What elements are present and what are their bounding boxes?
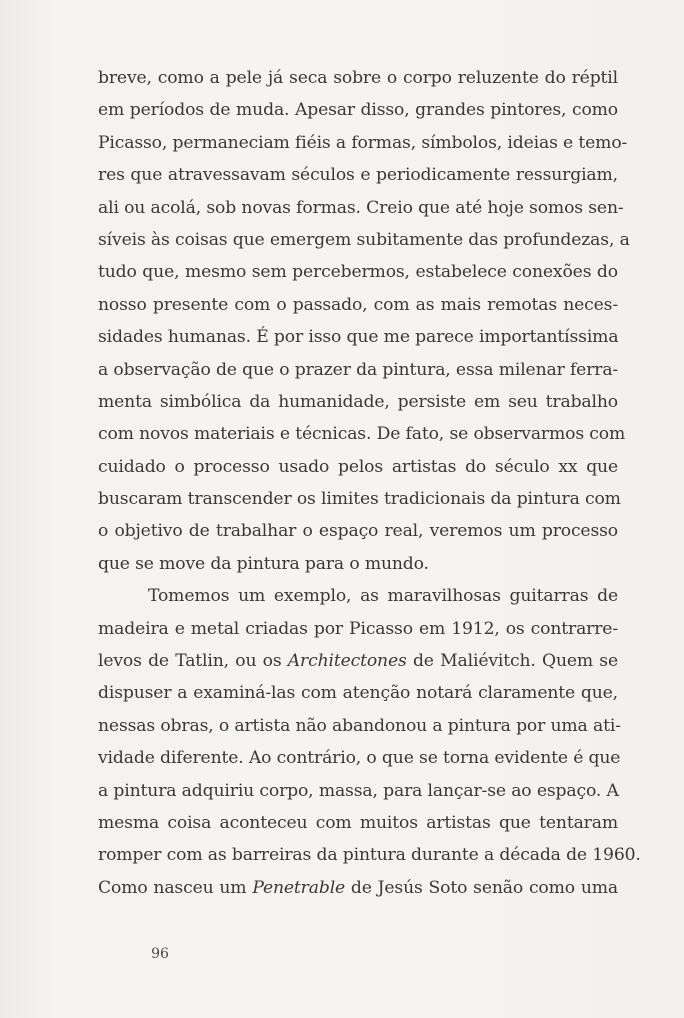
text-line bbox=[98, 321, 618, 353]
paragraph bbox=[98, 580, 641, 904]
text-run: sidades humanas. É por isso que me parece importantíssima bbox=[98, 327, 619, 348]
text-line bbox=[98, 418, 626, 450]
text-run: síveis às coisas que emergem subitamente das profundezas, a bbox=[98, 229, 630, 250]
text-line bbox=[98, 839, 641, 871]
paragraph bbox=[98, 62, 630, 580]
text-run: Tomemos um exemplo, as maravilhosas guitarras de bbox=[148, 586, 618, 607]
text-line bbox=[98, 451, 618, 483]
text-run: cuidado o processo usado pelos artistas do século xx que bbox=[98, 456, 618, 477]
text-line bbox=[98, 872, 618, 904]
text-run: buscaram transcender os limites tradicionais da pintura com bbox=[98, 489, 621, 510]
text-line bbox=[98, 62, 618, 94]
text-line bbox=[98, 677, 618, 709]
text-line bbox=[98, 354, 618, 386]
text-line bbox=[98, 613, 618, 645]
text-run: com novos materiais e técnicas. De fato, se observarmos com bbox=[98, 424, 626, 445]
text-line bbox=[98, 742, 621, 774]
text-run: que se move da pintura para o mundo. bbox=[98, 553, 429, 574]
body-text bbox=[98, 62, 641, 904]
text-run: tudo que, mesmo sem percebermos, estabelece conexões do bbox=[98, 262, 618, 283]
text-run: levos de Tatlin, ou os bbox=[98, 651, 288, 672]
text-line bbox=[98, 386, 618, 418]
text-line bbox=[98, 159, 618, 191]
text-run: de Jesús Soto senão como uma bbox=[345, 877, 618, 898]
text-line bbox=[98, 580, 618, 612]
text-run: Picasso, permaneciam fiéis a formas, símbolos, ideias e temo- bbox=[98, 132, 628, 153]
text-line bbox=[98, 515, 618, 547]
text-line bbox=[98, 224, 630, 256]
text-run: dispuser a examiná-las com atenção notará claramente que, bbox=[98, 683, 618, 704]
page-number-label: 96 bbox=[151, 946, 169, 962]
text-run: menta simbólica da humanidade, persiste em seu trabalho bbox=[98, 391, 618, 412]
text-run: res que atravessavam séculos e periodicamente ressurgiam, bbox=[98, 165, 618, 186]
text-line bbox=[98, 483, 621, 515]
text-run: ali ou acolá, sob novas formas. Creio que até hoje somos sen- bbox=[98, 197, 624, 218]
text-run: a observação de que o prazer da pintura, essa milenar ferra- bbox=[98, 359, 619, 380]
text-run: Como nasceu um bbox=[98, 877, 253, 898]
text-line bbox=[98, 192, 624, 224]
italic-title: Architectones bbox=[287, 651, 407, 672]
text-line bbox=[98, 807, 618, 839]
text-line bbox=[98, 127, 628, 159]
text-run: a pintura adquiriu corpo, massa, para lançar-se ao espaço. A bbox=[98, 780, 619, 801]
text-run: em períodos de muda. Apesar disso, grandes pintores, como bbox=[98, 100, 618, 121]
text-run: o objetivo de trabalhar o espaço real, veremos um processo bbox=[98, 521, 618, 542]
text-run: de Maliévitch. Quem se bbox=[406, 651, 619, 672]
text-line bbox=[98, 710, 621, 742]
text-line bbox=[98, 256, 618, 288]
page-number bbox=[0, 946, 320, 962]
text-line bbox=[98, 548, 618, 580]
text-line bbox=[98, 775, 618, 807]
text-run: romper com as barreiras da pintura durante a década de 1960. bbox=[98, 845, 641, 866]
text-run: madeira e metal criadas por Picasso em 1912, os contrarre- bbox=[98, 618, 618, 639]
text-line bbox=[98, 645, 618, 677]
italic-title: Penetrable bbox=[252, 877, 346, 898]
text-run: breve, como a pele já seca sobre o corpo reluzente do réptil bbox=[98, 68, 618, 88]
text-line bbox=[98, 94, 618, 126]
text-run: mesma coisa aconteceu com muitos artistas que tentaram bbox=[98, 812, 618, 833]
text-run: vidade diferente. Ao contrário, o que se torna evidente é que bbox=[98, 748, 621, 769]
text-line bbox=[98, 289, 618, 321]
text-run: nessas obras, o artista não abandonou a pintura por uma ati- bbox=[98, 715, 621, 736]
text-run: nosso presente com o passado, com as mais remotas neces- bbox=[98, 294, 618, 315]
